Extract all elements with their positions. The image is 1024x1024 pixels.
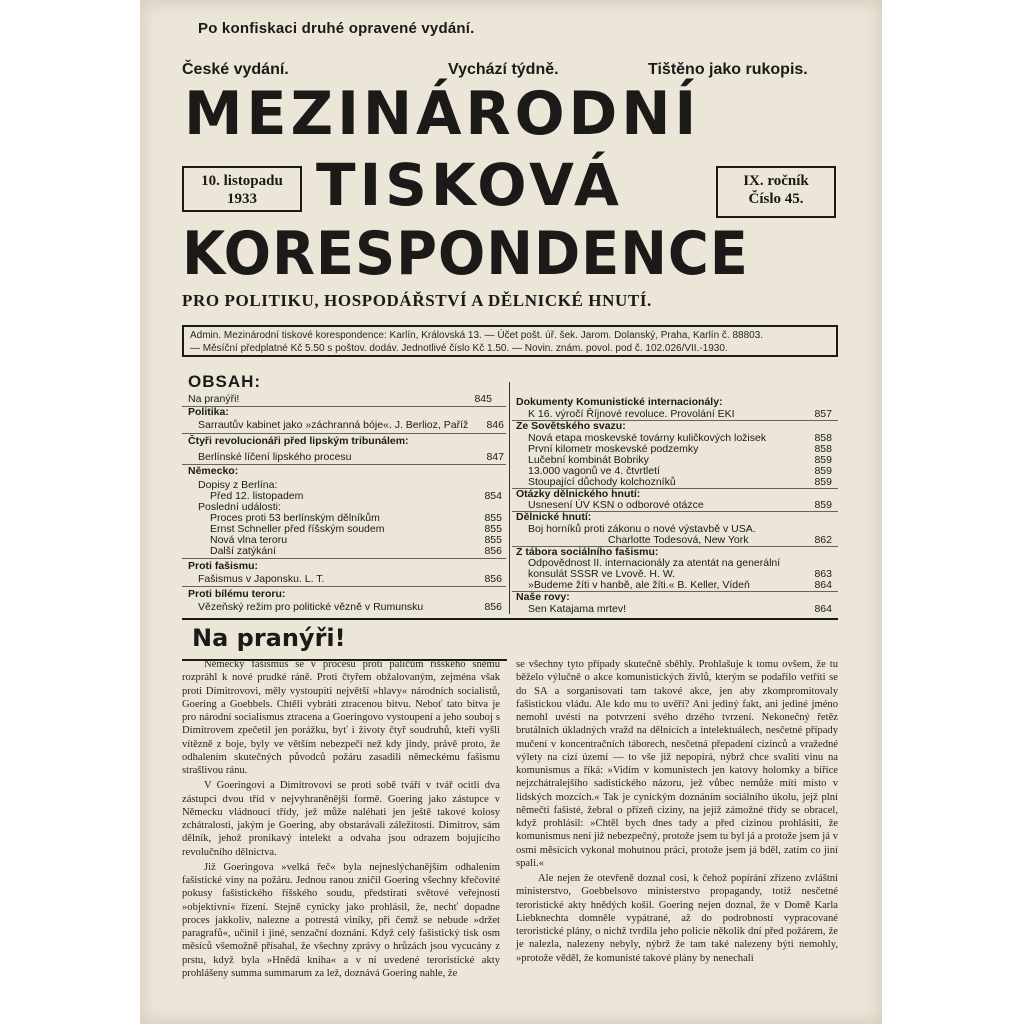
toc-section: Čtyři revolucionáři před lipským tribunálem:: [188, 435, 409, 447]
article-paragraph: Německý fašismus se v procesu proti paličům říšského sněmu rozpráhl k nové prudké ráně. Proti čtyřem obžalovaným, zejména však proti Dimitrovovi, měly vystoupiti největší »hlavy« národních socialistů, Goering a Goebbels. Chtěli vybráti ztracenou bitvu. Neboť tato bitva je pro národní socialismus ztracena a Goeringovo vystoupení a jeho souboj s Dimitrovem zpečetil jen porážku, byť i životy čtyř soudruhů, kteří vyšli vítězně z boje, byly ve větším nebezpečí než kdy jindy, právě proto, že odhalením skutečných původců požáru zasadili německému fašismu strašlivou ránu.: [182, 659, 500, 776]
contents-title: OBSAH:: [188, 372, 262, 391]
masthead-line-1: MEZINÁRODNÍ: [184, 79, 701, 149]
toc-item: Stoupající důchody kolchozníků: [528, 476, 676, 488]
article-paragraph: Již Goeringova »velká řeč« byla nejneslýchanějším odhalením fašistické viny na požáru. Jednou ranou zničil Goering všechny křečovité pokusy fašistického říšského soudu, předstírati světové veřejnosti »objektivní« řízení. Stejně cynicky jako prohlásil, že, nechť dopadne proces jakkoliv, nalezne a potrestá viníky, při čemž se nebude »držet paragrafů«, učinil i jiné, senzační doznání. Když celý fašistický tisk osm měsíců všemožně přísahal, že všechny zprávy o hrůzách jsou vycucány z prstu, když byla »Hnědá kniha« a v ní uvedené teroristické akty prohlášeny summa summarum za lež, doznává Goering nahle, že: [182, 861, 500, 979]
edition-label: České vydání.: [182, 61, 289, 78]
toc-item: Charlotte Todesová, New York: [608, 534, 749, 546]
toc-item: Poslední události:: [198, 501, 281, 513]
toc-page: 854: [484, 490, 502, 502]
toc-item: Lučební kombinát Bobriky: [528, 454, 649, 466]
admin-line-2: — Měsíční předplatné Kč 5.50 s poštov. dodáv. Jednotlivé číslo Kč 1.50. — Novin. znám. povol. pod č. 102.026/VII.-1930.: [190, 343, 728, 354]
masthead-line-2: TISKOVÁ: [316, 151, 623, 219]
toc-item: Usnesení ÚV KSN o odborové otázce: [528, 499, 704, 511]
toc-page: 856: [484, 601, 502, 613]
toc-item: Fašismus v Japonsku. L. T.: [198, 573, 325, 585]
weekly-label: Vychází týdně.: [448, 61, 559, 78]
toc-section: Německo:: [188, 465, 239, 477]
toc-item: Sarrautův kabinet jako »záchranná bóje«. J. Berlioz, Paříž: [198, 419, 469, 431]
toc-section: Ze Sovětského svazu:: [516, 420, 626, 432]
toc-item: Dopisy z Berlína:: [198, 479, 278, 491]
admin-line-1: Admin. Mezinárodní tiskové korespondence: Karlín, Královská 13. — Účet pošt. úř. šek. Jarom. Dolanský, Praha, Karlín č. 88803.: [190, 330, 764, 341]
article-paragraph: se všechny tyto případy skutečně sběhly. Prohlašuje k tomu ovšem, že tu běželo výlučně o akce komunistických živlů, kterým se podařilo vetříti se do SA a sorganisovati tam takové akce, jen aby zkompromitovaly fašistickou vládu. Ale kdo mu to uvěří? Ani jediný fakt, ani jediné jméno nemohl uvésti na potvrzení svého drzého tvrzení. Nekonečný řetěz brutálních úkladných vražd na dělnících a intelektuálech, nesčetné případy mučení v koncentračních táborech, nesčetná přepadení cizinců a vražedné výlety na cizí území — to vše již nepopírá, nýbrž chce svaliti vinu na komunismus a říká: »Vidím v komunistech jen katovy holomky a biřice nejzchátralejšího sadistického názoru, jež vůbec nemůže míti místo v lidských mozcích.« Tak je cynickým doznáním sociálního úkolu, jejž plní němečtí fašisté, žebral o přízeň ciziny, na jejíž zámožné třídy se obracel, když prohlásil: »Chtěl bych dnes tady a před cizinou prohlásiti, že komunismus není již nebezpečný, protože jsem tu byl já a protože jsem já v osmi měsících vykonal mohutnou práci, protože jsem já bděl, zatím co jiní spali.«: [516, 659, 838, 869]
masthead-subtitle: PRO POLITIKU, HOSPODÁŘSTVÍ A DĚLNICKÉ HNUTÍ.: [182, 291, 652, 310]
volume-number: IX. ročník: [743, 173, 809, 189]
toc-section: Naše rovy:: [516, 591, 570, 603]
toc-item: Ernst Schneller před říšským soudem: [210, 523, 385, 535]
toc-page: 845: [474, 393, 492, 405]
article-heading: Na pranýři!: [192, 624, 346, 652]
toc-page: 859: [814, 454, 832, 466]
toc-page: 862: [814, 534, 832, 546]
toc-section: Z tábora sociálního fašismu:: [516, 546, 659, 558]
issue-date: 10. listopadu: [201, 173, 283, 189]
toc-page: 855: [484, 512, 502, 524]
toc-section: Proti fašismu:: [188, 560, 259, 572]
toc-page: 856: [484, 545, 502, 557]
toc-item: Před 12. listopadem: [210, 490, 304, 502]
issue-year: 1933: [227, 191, 257, 207]
toc-page: 857: [814, 408, 832, 420]
toc-item: Odpovědnost II. internacionály za atentát na generální: [528, 557, 781, 569]
toc-item: konsulát SSSR ve Lvově. H. W.: [528, 568, 676, 580]
toc-item: První kilometr moskevské podzemky: [528, 443, 699, 455]
toc-item: K 16. výročí Říjnové revoluce. Provolání EKI: [528, 408, 735, 420]
toc-page: 846: [486, 419, 504, 431]
toc-page: 856: [484, 573, 502, 585]
printed-label: Tištěno jako rukopis.: [648, 61, 808, 78]
toc-page: 859: [814, 499, 832, 511]
toc-page: 847: [486, 451, 504, 463]
article-paragraph: Ale nejen že otevřeně doznal cosi, k čehož popírání zřízeno zvláštní ministerstvo, Goebbelsovo ministerstvo propagandy, totiž nesčetné teroristické akty hnědých košil. Goering nejen doznal, že v Domě Karla Liebknechta domněle vypátrané, až do podrobností vypracované teroristické plány, o nichž tvrdila jeho policie několik dní před požárem, že je nalezla, nalezeny nebyly, nýbrž že tam také nalezeny býti nemohly, »protože věděl, že komunisté takové plány by nenechali: [516, 873, 838, 964]
toc-page: 863: [814, 568, 832, 580]
toc-section: Dělnické hnutí:: [516, 511, 592, 523]
issue-number: Číslo 45.: [748, 191, 804, 207]
toc-item: Proces proti 53 berlínským dělníkům: [210, 512, 380, 524]
section-divider: [182, 618, 838, 620]
newspaper-page: [140, 0, 882, 1024]
toc-item: Boj horníků proti zákonu o nové výstavbě v USA.: [528, 523, 756, 535]
toc-item: Na pranýři!: [188, 393, 240, 405]
article-column-1: [182, 658, 500, 982]
toc-section: Politika:: [188, 406, 229, 418]
toc-item: Berlínské líčení lipského procesu: [198, 451, 352, 463]
toc-item: Nová vlna teroru: [210, 534, 288, 546]
masthead-line-3: KORESPONDENCE: [182, 219, 749, 289]
toc-item: Další zatýkání: [210, 545, 276, 557]
article-column-2: [516, 658, 838, 967]
toc-section: Otázky dělnického hnutí:: [516, 488, 641, 500]
toc-item: 13.000 vagonů ve 4. čtvrtletí: [528, 465, 660, 477]
toc-page: 858: [814, 432, 832, 444]
toc-page: 859: [814, 465, 832, 477]
toc-item: Nová etapa moskevské továrny kuličkových ložisek: [528, 432, 767, 444]
toc-item: Sen Katajama mrtev!: [528, 603, 627, 615]
toc-item: Vězeňský režim pro politické vězně v Rumunsku: [198, 601, 424, 613]
toc-page: 859: [814, 476, 832, 488]
toc-section: Proti bílému teroru:: [188, 588, 286, 600]
toc-item: »Budeme žíti v hanbě, ale žíti.« B. Keller, Vídeň: [528, 579, 750, 591]
article-paragraph: V Goeringovi a Dimitrovovi se proti sobě tváří v tvář ocitli dva zástupci dvou tříd v nejvyhraněnější formě. Goering jako zástupce v Německu vládnoucí třídy, jež může naléhati jen ještě takové kolosy zchátralosti, jakým je Goering, aby obstarávali záležitosti. Dimitrov, sám dělník, jehož pronikavý intelekt a odvaha jsou odrazem bojujícího revolučního dělnictva.: [182, 780, 500, 858]
toc-right: [140, 0, 882, 620]
toc-page: 855: [484, 523, 502, 535]
confiscation-notice: Po konfiskaci druhé opravené vydání.: [198, 20, 475, 37]
toc-page: 864: [814, 603, 832, 615]
toc-page: 864: [814, 579, 832, 591]
toc-page: 855: [484, 534, 502, 546]
toc-page: 858: [814, 443, 832, 455]
toc-section: Dokumenty Komunistické internacionály:: [516, 396, 723, 408]
